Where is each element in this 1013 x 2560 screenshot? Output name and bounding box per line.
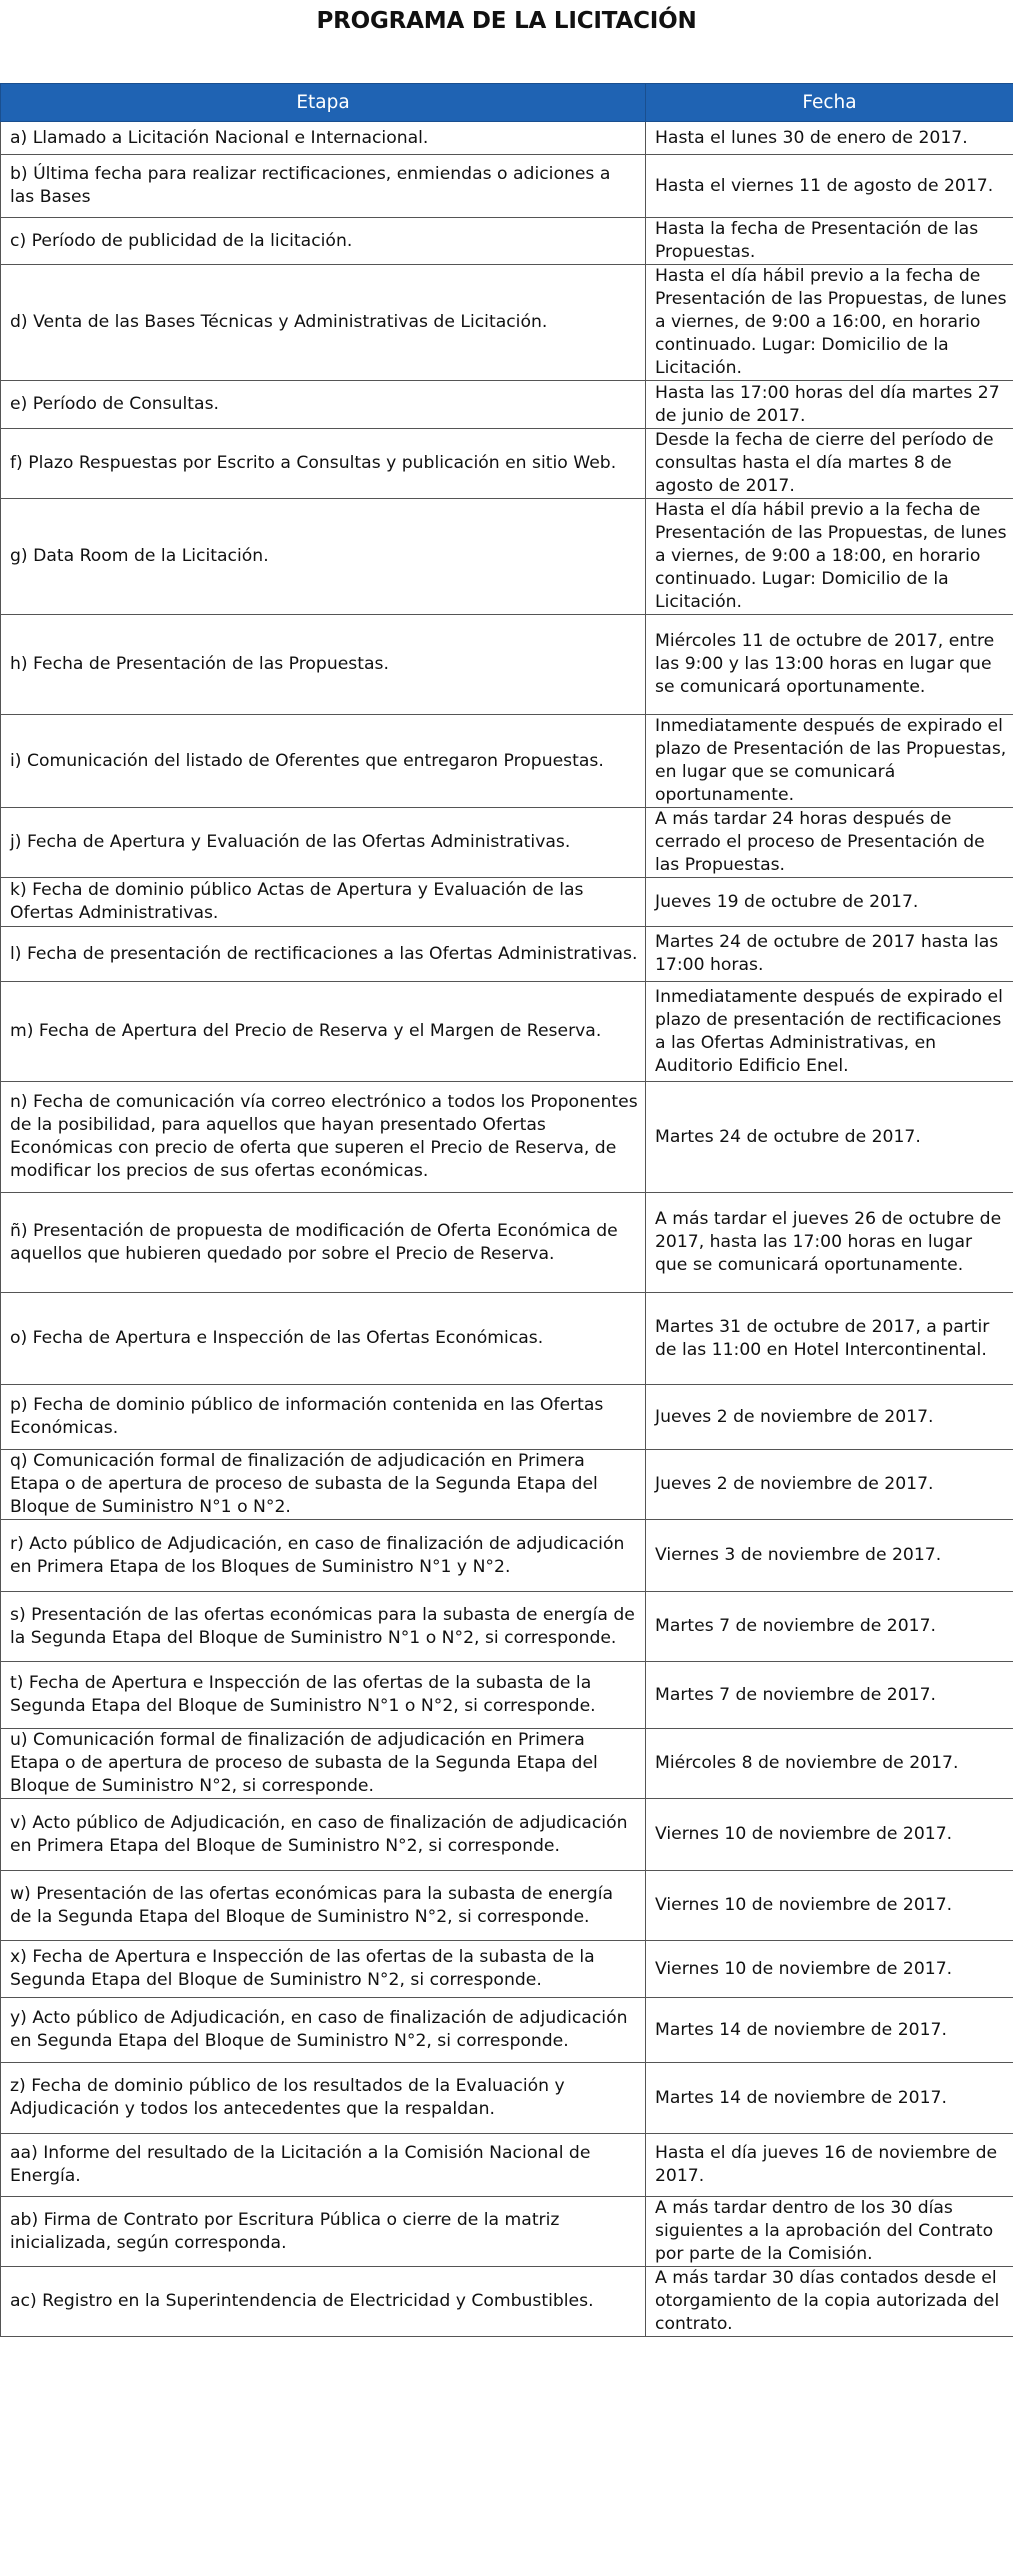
table-row bbox=[1, 2197, 1013, 2267]
table-header-row bbox=[1, 84, 1013, 122]
fecha-cell: Viernes 10 de noviembre de 2017. bbox=[646, 1871, 1013, 1941]
fecha-cell: Martes 7 de noviembre de 2017. bbox=[646, 1592, 1013, 1662]
etapa-cell: a) Llamado a Licitación Nacional e Internacional. bbox=[1, 122, 646, 155]
table-row bbox=[1, 1871, 1013, 1941]
etapa-cell: l) Fecha de presentación de rectificaciones a las Ofertas Administrativas. bbox=[1, 927, 646, 982]
fecha-cell: Miércoles 11 de octubre de 2017, entre las 9:00 y las 13:00 horas en lugar que se comunicará oportunamente. bbox=[646, 615, 1013, 715]
table-row bbox=[1, 808, 1013, 878]
fecha-cell: Viernes 3 de noviembre de 2017. bbox=[646, 1520, 1013, 1592]
fecha-cell: Inmediatamente después de expirado el plazo de Presentación de las Propuestas, en lugar que se comunicará oportunamente. bbox=[646, 715, 1013, 808]
etapa-cell: q) Comunicación formal de finalización de adjudicación en Primera Etapa o de apertura de proceso de subasta de la Segunda Etapa del Bloque de Suministro N°1 o N°2. bbox=[1, 1450, 646, 1520]
fecha-cell: Martes 31 de octubre de 2017, a partir de las 11:00 en Hotel Intercontinental. bbox=[646, 1293, 1013, 1385]
table-row bbox=[1, 1799, 1013, 1871]
table-row bbox=[1, 218, 1013, 265]
etapa-cell: y) Acto público de Adjudicación, en caso de finalización de adjudicación en Segunda Etapa del Bloque de Suministro N°2, si corresponde. bbox=[1, 1998, 646, 2063]
table-row bbox=[1, 615, 1013, 715]
fecha-cell: Inmediatamente después de expirado el plazo de presentación de rectificaciones a las Ofertas Administrativas, en Auditorio Edificio Enel. bbox=[646, 982, 1013, 1082]
table-row bbox=[1, 1385, 1013, 1450]
table-row bbox=[1, 1941, 1013, 1998]
fecha-cell: Jueves 19 de octubre de 2017. bbox=[646, 878, 1013, 927]
etapa-cell: j) Fecha de Apertura y Evaluación de las Ofertas Administrativas. bbox=[1, 808, 646, 878]
schedule-table bbox=[0, 83, 1013, 2337]
fecha-cell: Martes 14 de noviembre de 2017. bbox=[646, 1998, 1013, 2063]
etapa-cell: aa) Informe del resultado de la Licitación a la Comisión Nacional de Energía. bbox=[1, 2134, 646, 2197]
etapa-cell: t) Fecha de Apertura e Inspección de las ofertas de la subasta de la Segunda Etapa del Bloque de Suministro N°1 o N°2, si corresponde. bbox=[1, 1662, 646, 1729]
fecha-cell: A más tardar el jueves 26 de octubre de 2017, hasta las 17:00 horas en lugar que se comunicará oportunamente. bbox=[646, 1193, 1013, 1293]
fecha-cell: Martes 24 de octubre de 2017 hasta las 17:00 horas. bbox=[646, 927, 1013, 982]
table-row bbox=[1, 265, 1013, 381]
etapa-cell: d) Venta de las Bases Técnicas y Administrativas de Licitación. bbox=[1, 265, 646, 381]
table-row bbox=[1, 982, 1013, 1082]
table-row bbox=[1, 878, 1013, 927]
fecha-cell: Jueves 2 de noviembre de 2017. bbox=[646, 1450, 1013, 1520]
fecha-cell: Jueves 2 de noviembre de 2017. bbox=[646, 1385, 1013, 1450]
fecha-cell: Martes 24 de octubre de 2017. bbox=[646, 1082, 1013, 1193]
table-row bbox=[1, 1520, 1013, 1592]
etapa-cell: w) Presentación de las ofertas económicas para la subasta de energía de la Segunda Etapa del Bloque de Suministro N°2, si corresponde. bbox=[1, 1871, 646, 1941]
table-row bbox=[1, 1592, 1013, 1662]
fecha-cell: Martes 7 de noviembre de 2017. bbox=[646, 1662, 1013, 1729]
table-row bbox=[1, 2134, 1013, 2197]
fecha-cell: Hasta el día hábil previo a la fecha de Presentación de las Propuestas, de lunes a viernes, de 9:00 a 16:00, en horario continuado. Lugar: Domicilio de la Licitación. bbox=[646, 265, 1013, 381]
table-row bbox=[1, 1082, 1013, 1193]
table-row bbox=[1, 429, 1013, 499]
etapa-cell: u) Comunicación formal de finalización de adjudicación en Primera Etapa o de apertura de proceso de subasta de la Segunda Etapa del Bloque de Suministro N°2, si corresponde. bbox=[1, 1729, 646, 1799]
etapa-cell: b) Última fecha para realizar rectificaciones, enmiendas o adiciones a las Bases bbox=[1, 155, 646, 218]
table-row bbox=[1, 499, 1013, 615]
table-row bbox=[1, 1193, 1013, 1293]
etapa-cell: x) Fecha de Apertura e Inspección de las ofertas de la subasta de la Segunda Etapa del Bloque de Suministro N°2, si corresponde. bbox=[1, 1941, 646, 1998]
fecha-cell: A más tardar dentro de los 30 días siguientes a la aprobación del Contrato por parte de la Comisión. bbox=[646, 2197, 1013, 2267]
fecha-cell: Hasta la fecha de Presentación de las Propuestas. bbox=[646, 218, 1013, 265]
fecha-cell: Hasta el lunes 30 de enero de 2017. bbox=[646, 122, 1013, 155]
fecha-cell: Miércoles 8 de noviembre de 2017. bbox=[646, 1729, 1013, 1799]
table-row bbox=[1, 1450, 1013, 1520]
etapa-cell: r) Acto público de Adjudicación, en caso de finalización de adjudicación en Primera Etapa de los Bloques de Suministro N°1 y N°2. bbox=[1, 1520, 646, 1592]
etapa-cell: i) Comunicación del listado de Oferentes que entregaron Propuestas. bbox=[1, 715, 646, 808]
etapa-cell: e) Período de Consultas. bbox=[1, 381, 646, 429]
etapa-cell: z) Fecha de dominio público de los resultados de la Evaluación y Adjudicación y todos los antecedentes que la respaldan. bbox=[1, 2063, 646, 2134]
etapa-cell: h) Fecha de Presentación de las Propuestas. bbox=[1, 615, 646, 715]
table-row bbox=[1, 155, 1013, 218]
etapa-cell: ac) Registro en la Superintendencia de Electricidad y Combustibles. bbox=[1, 2267, 646, 2337]
etapa-cell: o) Fecha de Apertura e Inspección de las Ofertas Económicas. bbox=[1, 1293, 646, 1385]
fecha-cell: Hasta el día jueves 16 de noviembre de 2017. bbox=[646, 2134, 1013, 2197]
fecha-cell: Hasta las 17:00 horas del día martes 27 de junio de 2017. bbox=[646, 381, 1013, 429]
etapa-cell: s) Presentación de las ofertas económicas para la subasta de energía de la Segunda Etapa del Bloque de Suministro N°1 o N°2, si corresponde. bbox=[1, 1592, 646, 1662]
table-row bbox=[1, 2267, 1013, 2337]
etapa-cell: n) Fecha de comunicación vía correo electrónico a todos los Proponentes de la posibilidad, para aquellos que hayan presentado Ofertas Económicas con precio de oferta que superen el Precio de Reserva, de modificar los precios de sus ofertas económicas. bbox=[1, 1082, 646, 1193]
etapa-cell: v) Acto público de Adjudicación, en caso de finalización de adjudicación en Primera Etapa del Bloque de Suministro N°2, si corresponde. bbox=[1, 1799, 646, 1871]
fecha-cell: A más tardar 24 horas después de cerrado el proceso de Presentación de las Propuestas. bbox=[646, 808, 1013, 878]
etapa-cell: p) Fecha de dominio público de información contenida en las Ofertas Económicas. bbox=[1, 1385, 646, 1450]
table-row bbox=[1, 1998, 1013, 2063]
etapa-cell: g) Data Room de la Licitación. bbox=[1, 499, 646, 615]
fecha-cell: Desde la fecha de cierre del período de consultas hasta el día martes 8 de agosto de 2017. bbox=[646, 429, 1013, 499]
fecha-cell: A más tardar 30 días contados desde el otorgamiento de la copia autorizada del contrato. bbox=[646, 2267, 1013, 2337]
table-row bbox=[1, 122, 1013, 155]
table-row bbox=[1, 927, 1013, 982]
fecha-cell: Hasta el viernes 11 de agosto de 2017. bbox=[646, 155, 1013, 218]
etapa-cell: ab) Firma de Contrato por Escritura Pública o cierre de la matriz inicializada, según corresponda. bbox=[1, 2197, 646, 2267]
table-row bbox=[1, 1662, 1013, 1729]
etapa-cell: m) Fecha de Apertura del Precio de Reserva y el Margen de Reserva. bbox=[1, 982, 646, 1082]
table-row bbox=[1, 1729, 1013, 1799]
fecha-cell: Hasta el día hábil previo a la fecha de Presentación de las Propuestas, de lunes a viernes, de 9:00 a 18:00, en horario continuado. Lugar: Domicilio de la Licitación. bbox=[646, 499, 1013, 615]
fecha-cell: Viernes 10 de noviembre de 2017. bbox=[646, 1799, 1013, 1871]
fecha-cell: Viernes 10 de noviembre de 2017. bbox=[646, 1941, 1013, 1998]
etapa-cell: c) Período de publicidad de la licitación. bbox=[1, 218, 646, 265]
etapa-cell: f) Plazo Respuestas por Escrito a Consultas y publicación en sitio Web. bbox=[1, 429, 646, 499]
table-row bbox=[1, 1293, 1013, 1385]
table-row bbox=[1, 381, 1013, 429]
table-row bbox=[1, 715, 1013, 808]
column-header-etapa: Etapa bbox=[1, 84, 646, 122]
etapa-cell: ñ) Presentación de propuesta de modificación de Oferta Económica de aquellos que hubieren quedado por sobre el Precio de Reserva. bbox=[1, 1193, 646, 1293]
page-title: PROGRAMA DE LA LICITACIÓN bbox=[316, 8, 697, 34]
table-row bbox=[1, 2063, 1013, 2134]
etapa-cell: k) Fecha de dominio público Actas de Apertura y Evaluación de las Ofertas Administrativas. bbox=[1, 878, 646, 927]
table-body bbox=[1, 122, 1013, 2337]
fecha-cell: Martes 14 de noviembre de 2017. bbox=[646, 2063, 1013, 2134]
column-header-fecha: Fecha bbox=[646, 84, 1013, 122]
